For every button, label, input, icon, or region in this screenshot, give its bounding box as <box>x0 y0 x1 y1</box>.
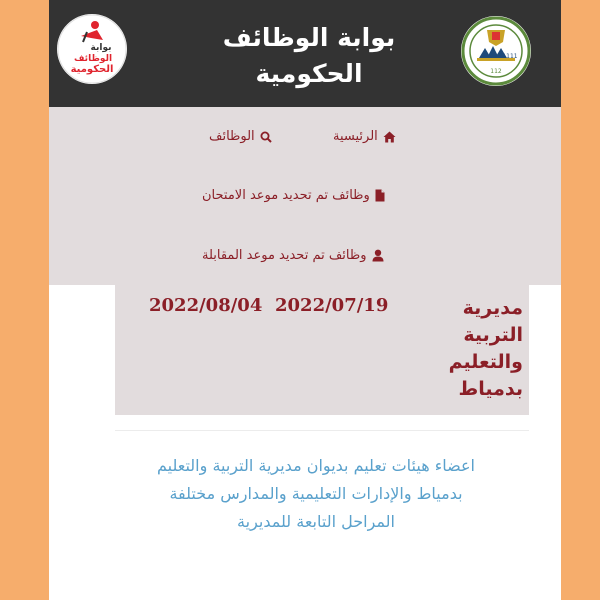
nav-item-exam-jobs[interactable] <box>202 188 385 203</box>
user-icon <box>372 249 384 262</box>
portal-logo[interactable] <box>57 14 127 84</box>
job-description[interactable]: اعضاء هيئات تعليم بديوان مديرية التربية والتعليم بدمياط والإدارات التعليمية والمدارس مختلفة المراحل التابعة للمديرية <box>156 456 475 531</box>
end-date: 2022/08/04 <box>149 295 263 316</box>
portal-logo-graphic <box>57 14 127 84</box>
nav-item-interview-jobs[interactable] <box>202 248 384 263</box>
nav-home-label: الرئيسية <box>333 129 378 144</box>
site-title[interactable]: بوابة الوظائف الحكومية <box>222 23 396 88</box>
logo-text-1: بوابة <box>90 43 112 53</box>
logo-text-3: الحكومية <box>70 64 114 75</box>
start-date: 2022/07/19 <box>275 295 389 316</box>
nav-item-jobs[interactable] <box>209 129 272 144</box>
egypt-emblem-logo[interactable] <box>461 16 531 86</box>
file-icon <box>375 189 385 202</box>
nav-interview-label: وظائف تم تحديد موعد المقابلة <box>202 248 367 263</box>
logo-text-2: الوظائف <box>73 54 113 64</box>
emblem-text: 1111 <box>502 53 518 60</box>
divider <box>115 430 529 431</box>
emblem-graphic <box>461 16 531 86</box>
page-frame <box>49 0 561 600</box>
home-icon <box>383 131 396 143</box>
search-icon <box>260 131 272 143</box>
nav-exam-label: وظائف تم تحديد موعد الامتحان <box>202 188 370 203</box>
job-info-card <box>115 285 529 415</box>
svg-text:112: 112 <box>490 68 502 75</box>
site-header <box>49 0 561 107</box>
nav-item-home[interactable] <box>333 129 396 144</box>
nav-jobs-label: الوظائف <box>209 129 255 144</box>
department-name[interactable]: مديرية التربية والتعليم بدمياط <box>448 297 523 400</box>
main-nav <box>49 107 561 285</box>
